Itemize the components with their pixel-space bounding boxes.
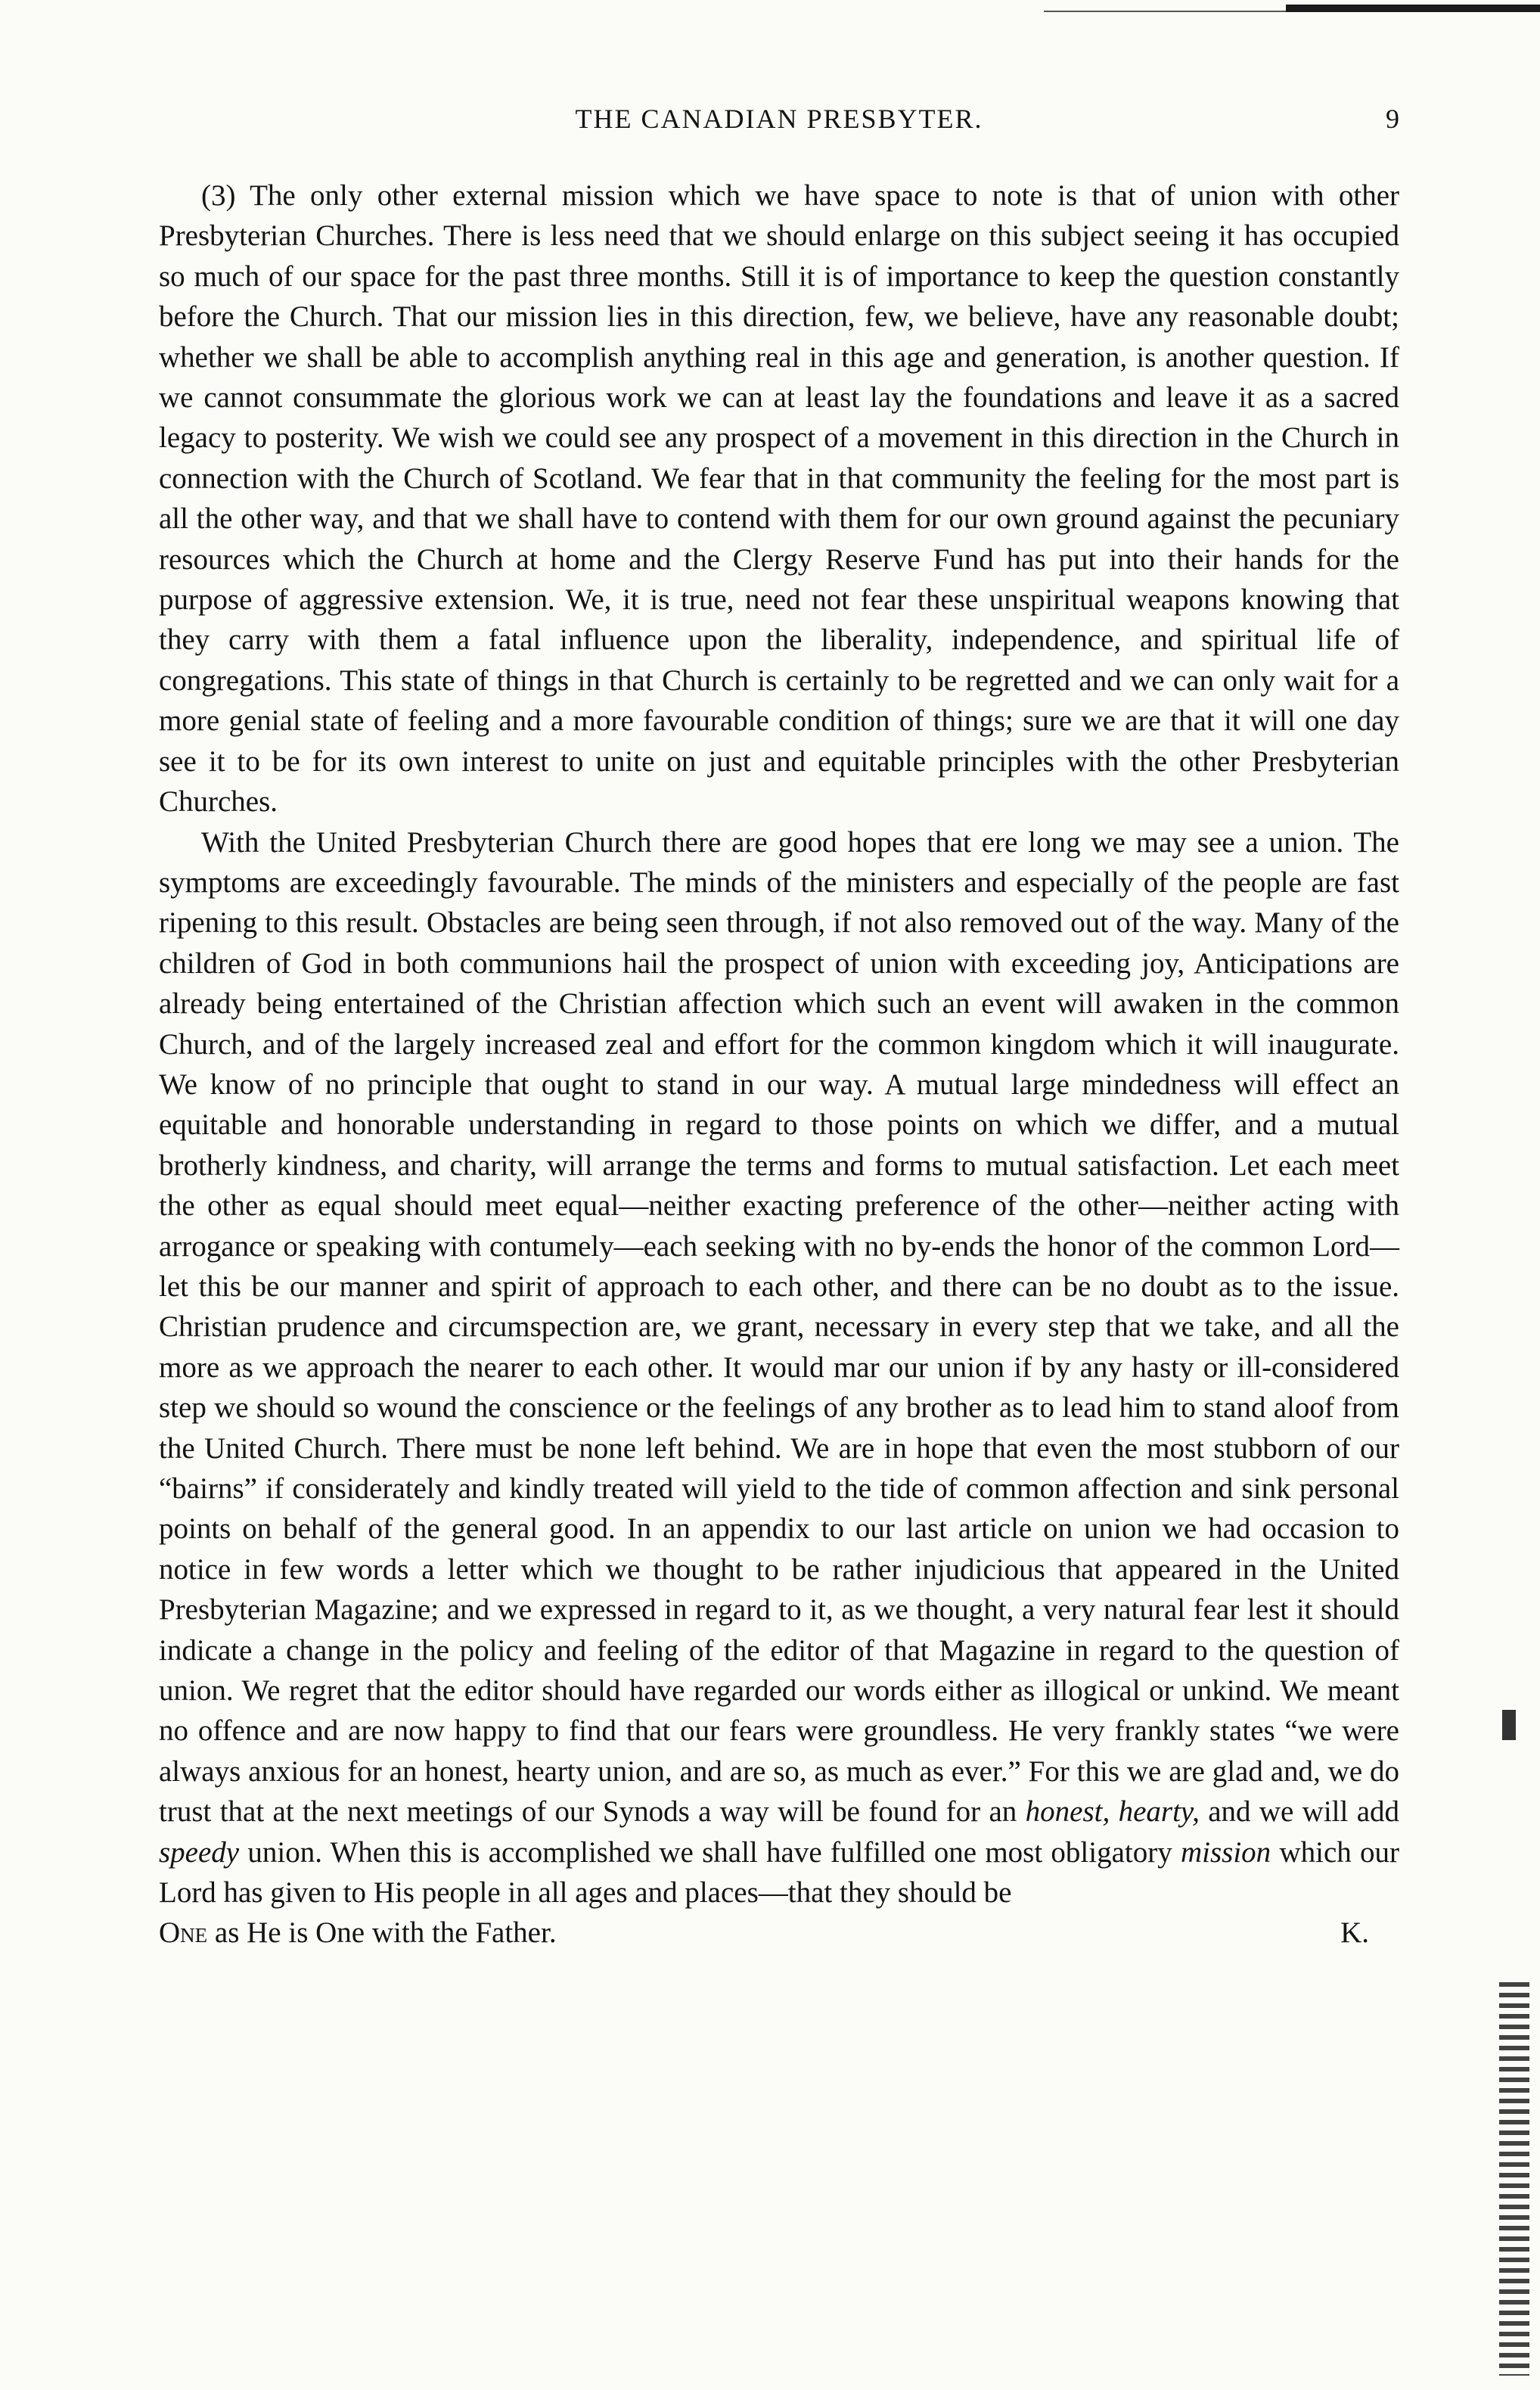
closing-after-text: union. When this is accomplished we shall have fulfilled one most obligatory	[247, 1835, 1172, 1869]
word-one: One	[159, 1916, 208, 1950]
page-number: 9	[1386, 104, 1399, 134]
paragraph-2-text: With the United Presbyterian Church there are good hopes that ere long we may see a union. The symptoms are exceedingly favourable. The minds of the ministers and especially of the people are fast ripening to this result. Obstacles are being seen through, if not also removed out of the way. Many of the children of God in both communions hail the prospect of union with exceeding joy, Anticipations are already being entertained of the Christian affection which such an event will awaken in the common Church, and of the largely increased zeal and effort for the common kingdom which it will inaugurate. We know of no principle that ought to stand in our way. A mutual large mindedness will effect an equitable and honorable understanding in regard to those points on which we differ, and a mutual brotherly kindness, and charity, will arrange the terms and forms to mutual satisfaction. Let each meet the other as equal should meet equal—neither exacting preference of the other—neither acting with arrogance or speaking with contumely—each seeking with no by-ends the honor of the common Lord—let this be our manner and spirit of approach to each other, and there can be no doubt as to the issue. Christian prudence and circumspection are, we grant, necessary in every step that we take, and all the more as we approach the nearer to each other. It would mar our union if by any hasty or ill-considered step we should so wound the conscience or the feelings of any brother as to lead him to stand aloof from the United Church. There must be none left behind. We are in hope that even the most stubborn of our “bairns” if considerately and kindly treated will yield to the tide of common affection and sink personal points on behalf of the general good. In an appendix to our last article on union we had occasion to notice in few words a letter which we thought to be rather injudicious that appeared in the United Presbyterian Magazine; and we expressed in regard to it, as we thought, a very natural fear lest it should indicate a change in the policy and feeling of the editor of that Magazine in regard to the question of union. We regret that the editor should have regarded our words either as illogical or unkind. We meant no offence and are now happy to find that our fears were groundless. He very frankly states “we were always anxious for an honest, hearty union, and are so, as much as ever.” For this we are glad and, we do trust that at the next meetings of our Synods a way will be found for an	[159, 825, 1399, 1829]
running-title: THE CANADIAN PRESBYTER.	[575, 104, 983, 134]
author-signature: K.	[1340, 1916, 1369, 1950]
paragraph-2	[159, 822, 1399, 1913]
signoff-line	[159, 1913, 1399, 1953]
emphasis-hearty: hearty,	[1118, 1795, 1200, 1829]
emphasis-speedy: speedy	[159, 1835, 240, 1869]
closing-sentence-end	[159, 1913, 557, 1953]
top-rule-thin	[1044, 11, 1293, 12]
article-body	[159, 176, 1399, 1953]
running-head	[159, 103, 1399, 148]
emphasis-mission: mission	[1180, 1835, 1271, 1869]
closing-mid-text: and we will add	[1208, 1795, 1400, 1829]
top-rule	[1286, 5, 1540, 12]
scan-edge-marks	[1499, 1982, 1529, 2376]
paragraph-1: (3) The only other external mission which we have space to note is that of union with other Presbyterian Churches. There is less need that we should enlarge on this subject seeing it has occupied so much of our space for the past three months. Still it is of importance to keep the question constantly before the Church. That our mission lies in this direction, few, we believe, have any reasonable doubt; whether we shall be able to accomplish anything real in this age and generation, is another question. If we cannot consummate the glorious work we can at least lay the foundations and leave it as a sacred legacy to posterity. We wish we could see any prospect of a movement in this direction in the Church in connection with the Church of Scotland. We fear that in that community the feeling for the most part is all the other way, and that we shall have to contend with them for our own ground against the pecuniary resources which the Church at home and the Clergy Reserve Fund has put into their hands for the purpose of aggressive extension. We, it is true, need not fear these unspiritual weapons knowing that they carry with them a fatal influence upon the liberality, independence, and spiritual life of congregations. This state of things in that Church is certainly to be regretted and we can only wait for a more genial state of feeling and a more favourable condition of things; sure we are that it will one day see it to be for its own interest to unite on just and equitable principles with the other Presbyterian Churches.	[159, 179, 1399, 819]
scan-edge-mark	[1502, 1710, 1516, 1740]
emphasis-honest: honest,	[1025, 1795, 1110, 1829]
closing-final-text: which our Lord has given to His people in all ages and places—that they should be	[159, 1835, 1399, 1910]
closing-end-text: as He is One with the Father.	[214, 1916, 557, 1950]
